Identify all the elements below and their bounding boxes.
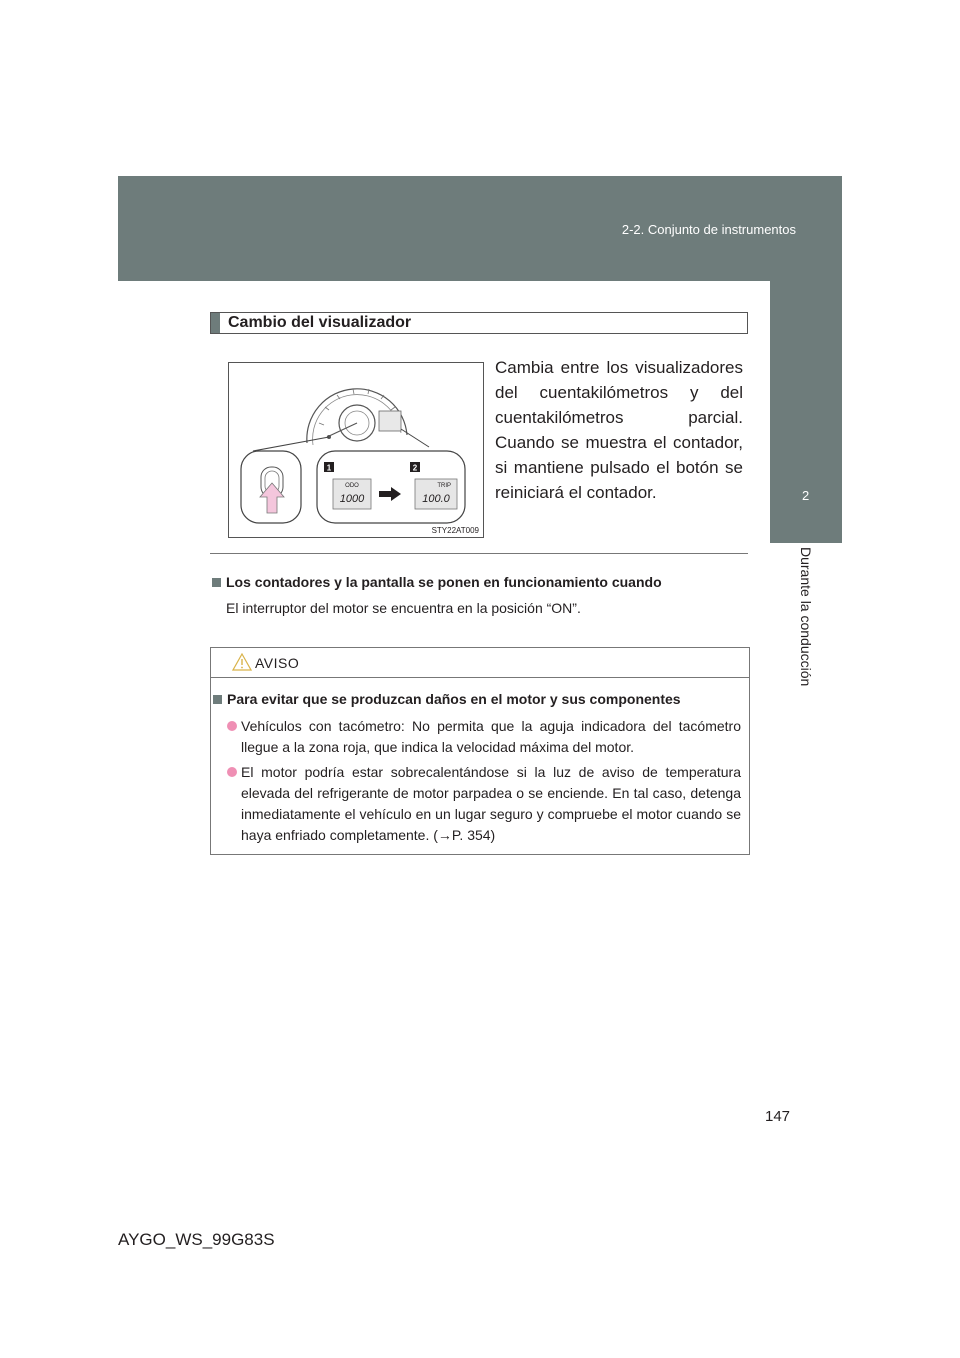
meter-illustration bbox=[229, 363, 485, 539]
square-bullet-icon bbox=[212, 578, 221, 587]
figure-label-2: 2 bbox=[412, 463, 418, 473]
section-heading: Cambio del visualizador bbox=[228, 314, 412, 331]
trip-value: 100.0 bbox=[422, 493, 450, 505]
caution-header bbox=[211, 648, 749, 678]
heading-accent-bar bbox=[211, 313, 220, 333]
instrument-figure bbox=[228, 362, 484, 538]
section-heading-box bbox=[210, 312, 748, 334]
caution-box bbox=[210, 647, 750, 855]
warning-triangle-icon bbox=[232, 653, 252, 671]
figure-label-1: 1 bbox=[326, 463, 332, 473]
square-bullet-icon bbox=[213, 695, 222, 704]
caution-bullet-text: El motor podría estar sobrecalentándose si la luz de aviso de temperatura elevada del refrigerante de motor parpadea o se enciende. En tal caso, detenga inmediatamente el vehículo en un lugar seguro y compruebe el motor cuando se haya enfriado completamente. (→P. 354) bbox=[241, 764, 741, 843]
note-title: Los contadores y la pantalla se ponen en funcionamiento cuando bbox=[226, 574, 662, 590]
caution-bullet bbox=[227, 762, 741, 846]
odo-label: ODO bbox=[345, 483, 359, 489]
caution-bullet bbox=[227, 716, 741, 758]
caution-bullet-text: Vehículos con tacómetro: No permita que la aguja indicadora del tacómetro llegue a la zona roja, que indica la velocidad máxima del motor. bbox=[241, 718, 741, 755]
figure-code: STY22AT009 bbox=[431, 526, 479, 535]
chapter-title: Durante la conducción bbox=[798, 547, 814, 687]
header-band bbox=[118, 176, 842, 281]
caution-label: AVISO bbox=[255, 655, 300, 671]
footer-code: AYGO_WS_99G83S bbox=[118, 1230, 275, 1249]
chapter-tab-number bbox=[770, 281, 842, 543]
page-number: 147 bbox=[765, 1108, 791, 1125]
intro-paragraph: Cambia entre los visualizadores del cuentakilómetros y del cuentakilómetros parcial. Cuando se muestra el contador, si mantiene pulsado el botón se reiniciará el contador. bbox=[495, 358, 743, 502]
note-title-row bbox=[212, 574, 662, 590]
divider bbox=[210, 553, 748, 554]
caution-subtitle-row bbox=[213, 691, 681, 707]
odo-value: 1000 bbox=[339, 493, 365, 505]
chapter-tab bbox=[770, 543, 842, 723]
bullet-dot-icon bbox=[227, 767, 237, 777]
section-title: 2-2. Conjunto de instrumentos bbox=[621, 222, 796, 237]
trip-label: TRIP bbox=[437, 483, 451, 489]
caution-subtitle: Para evitar que se produzcan daños en el motor y sus componentes bbox=[227, 691, 681, 707]
chapter-number: 2 bbox=[802, 488, 810, 503]
bullet-dot-icon bbox=[227, 721, 237, 731]
note-body: El interruptor del motor se encuentra en la posición “ON”. bbox=[226, 600, 581, 616]
